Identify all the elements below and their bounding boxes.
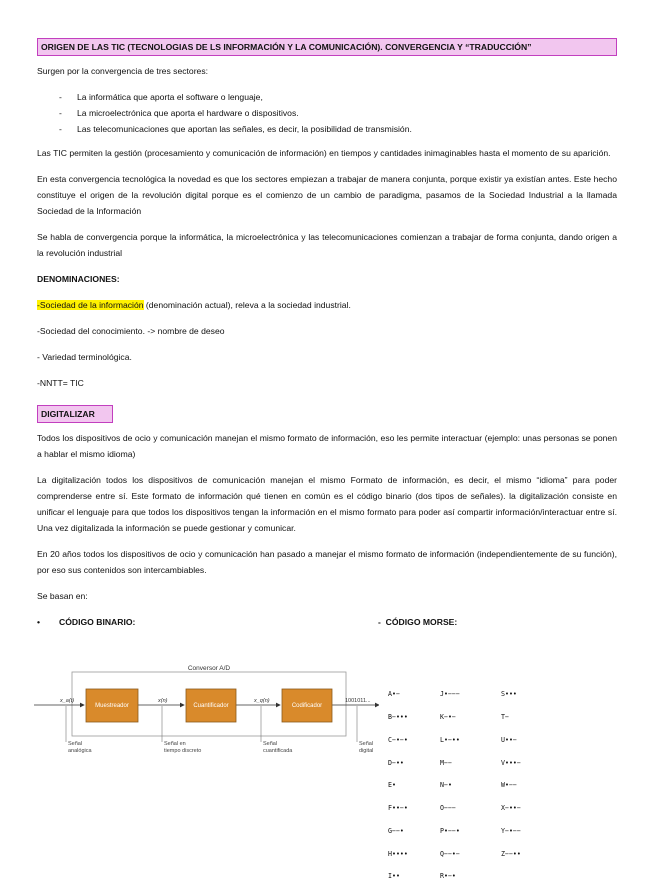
dash-marker: - [378, 617, 381, 627]
quantizer-label: Cuantificador [193, 703, 229, 709]
intro-paragraph: Surgen por la convergencia de tres sectores: [37, 66, 209, 76]
convergence-paragraph: En esta convergencia tecnológica la novedad es que los sectores empiezan a trabajar de manera conjunta, porque existir ya existían antes. Este hecho constituye el origen de la revolución digital porque es el comienzo de un cambio de paradigma, pasamos de la Sociedad Industrial a la llamada Sociedad de la Información [37, 174, 617, 216]
caption-line: digital [359, 748, 374, 754]
sampler-label: Muestreador [95, 703, 129, 709]
denominaciones-title: DENOMINACIONES: [37, 274, 120, 284]
tic-paragraph: Las TIC permiten la gestión (procesamiento y comunicación de información) en tiempos y cantidades inimaginables hasta el momento de su aparición. [37, 148, 611, 158]
signal-label: x(n) [158, 698, 168, 704]
dash-marker: - [59, 92, 62, 102]
based-on-label: Se basan en: [37, 591, 88, 601]
section-heading-origen: ORIGEN DE LAS TIC (TECNOLOGIAS DE LS INFORMACIÓN Y LA COMUNICACIÓN). CONVERGENCIA Y “TRADUCCIÓN” [37, 38, 617, 56]
signal-label: 1001011... [345, 698, 371, 704]
codes-row [37, 614, 617, 630]
caption-line: Señal [68, 741, 83, 747]
bullet-icon: • [37, 617, 41, 627]
morse-column: A•− B−••• C−•−• D−•• E• F••−• G−−• H•••• I•• [388, 690, 408, 881]
caption-line: cuantificada [263, 748, 293, 754]
highlighted-text: -Sociedad de la información [37, 300, 144, 310]
caption-line: analógica [68, 748, 92, 754]
caption-line: Señal en [164, 741, 186, 747]
denominacion-item: - Variedad terminológica. [37, 352, 132, 362]
binary-code-label: • CÓDIGO BINARIO: [59, 614, 135, 630]
caption-line: tiempo discreto [164, 748, 202, 754]
denominacion-item: -Sociedad del conocimiento. -> nombre de deseo [37, 326, 225, 336]
morse-code-label: - CÓDIGO MORSE: [378, 617, 458, 627]
caption-line: Señal [359, 741, 374, 747]
devices-paragraph: Todos los dispositivos de ocio y comunicación manejan el mismo formato de información, eso les permite interactuar (ejemplo: unas personas se ponen a hablar el mismo idioma) [37, 433, 617, 459]
list-item: - Las telecomunicaciones que aportan las señales, es decir, la posibilidad de transmisión. [37, 121, 617, 137]
list-item: - La informática que aporta el software o lenguaje, [37, 89, 617, 105]
caption-line: Señal [263, 741, 278, 747]
dash-marker: - [59, 124, 62, 134]
signal-label: x_a(t) [60, 698, 75, 704]
digitalization-paragraph: La digitalización todos los dispositivos de comunicación manejan el mismo Formato de información, es decir, el mismo “idioma” para poder comprenderse entre sí. Este formato de información qué tienen en común es el código binario (dos tipos de señales). la digitalización consiste en unificar el lenguaje para que todos los dispositivos tengan la información en el mismo formato para poder así compartir información/interactuar entre sí. Una vez digitalizada la información se puede gestionar y comunicar. [37, 475, 617, 533]
list-item: - La microelectrónica que aporta el hardware o dispositivos. [37, 105, 617, 121]
revolution-paragraph: Se habla de convergencia porque la informática, la microelectrónica y las telecomunicaciones comienzan a trabajar de forma conjunta, dando origen a la revolución industrial [37, 232, 617, 258]
denominacion-item: -Sociedad de la información (denominación actual), releva a la sociedad industrial. [37, 300, 351, 310]
section-heading-digitalizar: DIGITALIZAR [37, 405, 113, 423]
signal-label: x_q(n) [254, 698, 270, 704]
twenty-years-paragraph: En 20 años todos los dispositivos de ocio y comunicación han pasado a manejar el mismo formato de información (independientemente de su función), por eso sus contenidos son intercambiables. [37, 549, 617, 575]
converter-title: Conversor A/D [187, 665, 231, 672]
morse-column: J•−−− K−•− L•−•• M−− N−• O−−− P•−−• Q−−•− R•−• [440, 690, 460, 881]
morse-column: S••• T− U••− V•••− W•−− X−••− Y−•−− Z−−•• [501, 690, 521, 858]
sectors-list [37, 89, 617, 137]
document-page [37, 38, 617, 630]
encoder-label: Codificador [291, 703, 323, 709]
denominacion-item: -NNTT= TIC [37, 378, 84, 388]
dash-marker: - [59, 108, 62, 118]
ad-converter-diagram [34, 662, 379, 762]
